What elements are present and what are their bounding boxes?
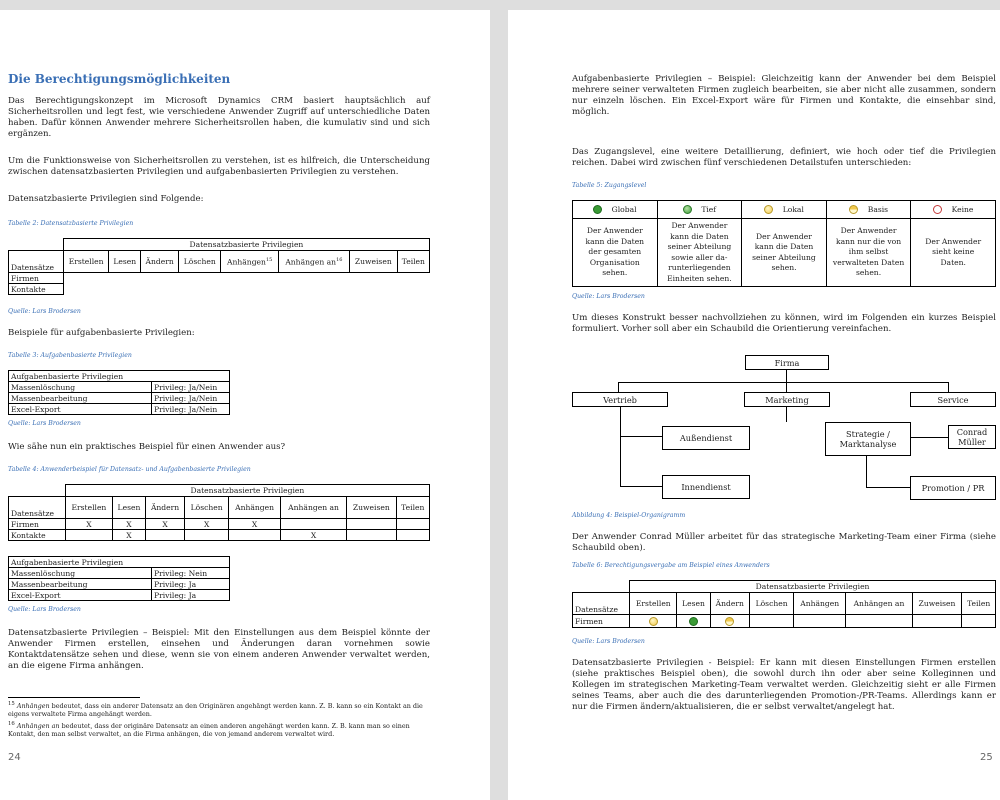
table3-row-val: Privileg: Ja/Nein	[152, 404, 230, 415]
org-promotion: Promotion / PR	[910, 476, 996, 500]
table5-caption: Tabelle 5: Zugangslevel	[572, 182, 647, 189]
table-task-privileges	[8, 370, 230, 415]
table4-cell	[396, 530, 429, 541]
table5-row-name: Massenlöschung	[9, 568, 152, 579]
table5-source: Quelle: Lars Brodersen	[572, 293, 645, 300]
table2-col: Zuweisen	[349, 251, 397, 273]
none-level-icon	[933, 205, 942, 214]
table4-col: Anhängen an	[281, 497, 347, 519]
table6-col: Löschen	[750, 593, 794, 615]
paragraph-task-example: Aufgabenbasierte Privilegien – Beispiel: Gleichzeitig kann der Anwender bei dem Beispiel mehrere seiner verwalteten Firmen zugleich bearbeiten, sie aber nicht alle zusammen, sondern nur einzeln löschen. Ein Excel-Export wäre für Firmen und Kontakte, die einsehbar sind, möglich.	[572, 74, 996, 117]
paragraph-conrad: Der Anwender Conrad Müller arbeitet für das strategische Marketing-Team einer Firma (siehe Schaubild oben).	[572, 532, 996, 553]
table6-source: Quelle: Lars Brodersen	[572, 638, 645, 645]
paragraph-intro: Das Berechtigungskonzept im Microsoft Dynamics CRM basiert hauptsächlich auf Sicherheitsrollen und legt fest, wie verschiedene Anwender Zugriff auf unterschiedliche Daten haben. Dafür können Anwender mehrere Sicherheitsrollen haben, die kumulativ sind und sich ergänzen.	[8, 96, 430, 139]
table3-row-name: Massenlöschung	[9, 382, 152, 393]
table2-col: Lesen	[109, 251, 141, 273]
table4-caption: Tabelle 4: Anwenderbeispiel für Datensatz- und Aufgabenbasierte Privilegien	[8, 466, 251, 473]
table6-col: Ändern	[710, 593, 750, 615]
level-header: Lokal	[742, 201, 827, 219]
level-header: Global	[573, 201, 658, 219]
page-number: 24	[8, 752, 21, 763]
paragraph-task-examples: Beispiele für aufgabenbasierte Privilegien:	[8, 328, 195, 338]
table4-cell: X	[65, 519, 112, 530]
table4-cell	[185, 530, 229, 541]
level-header: Tief	[657, 201, 742, 219]
table3-header: Aufgabenbasierte Privilegien	[9, 371, 230, 382]
footnote-rule	[8, 697, 140, 698]
table4-row-name: Firmen	[9, 519, 66, 530]
table2-col: Anhängen $an^{16}$	[278, 251, 349, 273]
table6-caption: Tabelle 6: Berechtigungsvergabe am Beispiel eines Anwenders	[572, 562, 770, 569]
table4-source: Quelle: Lars Brodersen	[8, 606, 81, 613]
table6-col: Zuweisen	[912, 593, 962, 615]
level-header: Basis	[826, 201, 911, 219]
table-access-levels	[572, 200, 996, 287]
table4-col: Ändern	[145, 497, 184, 519]
table4-col: Zuweisen	[347, 497, 397, 519]
org-aussendienst: Außendienst	[662, 426, 750, 450]
table4-row-name: Kontakte	[9, 530, 66, 541]
org-firma: Firma	[745, 355, 829, 370]
level-description: Der Anwender kann nur die von ihm selbst verwalteten Daten sehen.	[826, 219, 911, 287]
table3-row-val: Privileg: Ja/Nein	[152, 382, 230, 393]
table2-col: Löschen	[179, 251, 221, 273]
page-left	[0, 10, 490, 800]
org-innendienst: Innendienst	[662, 475, 750, 499]
table6-col: Anhängen an	[846, 593, 912, 615]
page-right	[508, 10, 1000, 800]
table4-col: Anhängen	[229, 497, 281, 519]
table2-caption: Tabelle 2: Datensatzbasierte Privilegien	[8, 220, 134, 227]
table6-col: Erstellen	[630, 593, 677, 615]
table2-col: Ändern	[141, 251, 179, 273]
table5-row-name: Massenbearbeitung	[9, 579, 152, 590]
global-level-icon	[689, 617, 698, 626]
table4-cell: X	[185, 519, 229, 530]
table2-group-header: Datensatzbasierte Privilegien	[63, 239, 429, 251]
paragraph-access-level: Das Zugangslevel, eine weitere Detaillierung, definiert, wie hoch oder tief die Privilegien reichen. Dabei wird zwischen fünf verschiedenen Detailstufen unterschieden:	[572, 147, 996, 168]
local-level-icon	[649, 617, 658, 626]
table4-cell: X	[112, 519, 145, 530]
level-header: Keine	[911, 201, 996, 219]
table-user-task-privileges	[8, 556, 230, 601]
paragraph-construct: Um dieses Konstrukt besser nachvollziehen zu können, wird im Folgenden ein kurzes Beispiel formuliert. Vorher soll aber ein Schaubild die Orientierung vereinfachen.	[572, 313, 996, 334]
org-strategie: Strategie / Marktanalyse	[825, 422, 911, 456]
org-service: Service	[910, 392, 996, 407]
deep-level-icon	[683, 205, 692, 214]
table6-row-name: Firmen	[573, 615, 630, 628]
table4-col: Löschen	[185, 497, 229, 519]
table2-col: Erstellen	[63, 251, 109, 273]
level-description: Der Anwender kann die Daten seiner Abteilung sowie aller da-runterliegenden Einheiten sehen.	[657, 219, 742, 287]
table4-cell	[65, 530, 112, 541]
table4-cell	[145, 530, 184, 541]
level-description: Der Anwender sieht keine Daten.	[911, 219, 996, 287]
footnote-15: $^{15}$ Anhängen bedeutet, dass ein anderer Datensatz an den Originären angehängt werden kann. Z. B. kann so ein Kontakt an die eigens verwaltete Firma angehängt werden.	[8, 701, 423, 719]
table3-source: Quelle: Lars Brodersen	[8, 420, 81, 427]
table3-caption: Tabelle 3: Aufgabenbasierte Privilegien	[8, 352, 132, 359]
table-conrad-privileges	[572, 580, 996, 628]
table2-col: Anhängen$^{15}$	[221, 251, 278, 273]
table4-cell	[347, 530, 397, 541]
table4-cell	[396, 519, 429, 530]
table5-row-val: Privileg: Nein	[152, 568, 230, 579]
level-description: Der Anwender kann die Daten der gesamten Organisation sehen.	[573, 219, 658, 287]
table-record-privileges	[8, 238, 430, 295]
table4-cell: X	[229, 519, 281, 530]
local-level-icon	[764, 205, 773, 214]
table4-col: Lesen	[112, 497, 145, 519]
table6-group-header: Datensatzbasierte Privilegien	[630, 581, 996, 593]
table4-cell: X	[112, 530, 145, 541]
table3-row-name: Excel-Export	[9, 404, 152, 415]
table4-cell	[229, 530, 281, 541]
org-marketing: Marketing	[744, 392, 830, 407]
global-level-icon	[593, 205, 602, 214]
footnote-16: $^{16}$ Anhängen an bedeutet, dass der originäre Datensatz an einen anderen angehängt werden kann. Z. B. kann man so einen Kontakt, den man selbst verwaltet, an die Firma anhängen, die von jemand anderem verwaltet wird.	[8, 721, 410, 739]
table3-row-name: Massenbearbeitung	[9, 393, 152, 404]
table6-col: Anhängen	[794, 593, 846, 615]
table2-row: Firmen	[9, 273, 64, 284]
table4-cell	[347, 519, 397, 530]
level-description: Der Anwender kann die Daten seiner Abteilung sehen.	[742, 219, 827, 287]
table4-cell: X	[145, 519, 184, 530]
table2-col: Teilen	[397, 251, 429, 273]
org-vertrieb: Vertrieb	[572, 392, 668, 407]
table4-cell	[281, 519, 347, 530]
basic-level-icon	[849, 205, 858, 214]
table6-col: Teilen	[962, 593, 996, 615]
table6-col: Lesen	[677, 593, 710, 615]
table2-rowhead: Datensätze	[9, 251, 64, 273]
table5-header: Aufgabenbasierte Privilegien	[9, 557, 230, 568]
paragraph-roles: Um die Funktionsweise von Sicherheitsrollen zu verstehen, ist es hilfreich, die Unterscheidung zwischen datensatzbasierten Privilegien und aufgabenbasierten Privilegien zu verstehen.	[8, 156, 430, 177]
table5-row-val: Privileg: Ja	[152, 579, 230, 590]
table3-row-val: Privileg: Ja/Nein	[152, 393, 230, 404]
org-conrad: Conrad Müller	[948, 425, 996, 449]
paragraph-record-privileges: Datensatzbasierte Privilegien sind Folgende:	[8, 194, 204, 204]
table4-rowhead: Datensätze	[9, 497, 66, 519]
paragraph-conrad-example: Datensatzbasierte Privilegien - Beispiel: Er kann mit diesen Einstellungen Firmen erstellen (siehe praktisches Beispiel oben), die sowohl durch ihn oder aber seine Kolleginnen und Kollegen im strategischen Marketing-Team verwaltet werden. Gleichzeitig sieht er alle Firmen seines Teams, aber auch die des darunterliegenden Promotion-/PR-Teams. Allerdings kann er nur die Firmen ändern/aktualisieren, die er selbst verwaltet/angelegt hat.	[572, 658, 996, 712]
section-heading: Die Berechtigungsmöglichkeiten	[8, 72, 231, 86]
table4-group-header: Datensatzbasierte Privilegien	[65, 485, 429, 497]
paragraph-example-question: Wie sähe nun ein praktisches Beispiel für einen Anwender aus?	[8, 442, 286, 452]
table2-source: Quelle: Lars Brodersen	[8, 308, 81, 315]
page-number: 25	[980, 752, 993, 763]
table4-col: Erstellen	[65, 497, 112, 519]
paragraph-record-example: Datensatzbasierte Privilegien – Beispiel: Mit den Einstellungen aus dem Beispiel könnte der Anwender Firmen erstellen, einsehen und Änderungen daran vornehmen sowie Kontaktdatensätze sehen und diese, wenn sie von einem anderen Anwender verwaltet werden, an die eigene Firma anhängen.	[8, 628, 430, 671]
figure-caption: Abbildung 4: Beispiel-Organigramm	[572, 512, 686, 519]
table6-rowhead: Datensätze	[573, 593, 630, 615]
table5-row-name: Excel-Export	[9, 590, 152, 601]
table4-col: Teilen	[396, 497, 429, 519]
basic-level-icon	[725, 617, 734, 626]
table2-row: Kontakte	[9, 284, 64, 295]
table4-cell: X	[281, 530, 347, 541]
table-user-example	[8, 484, 430, 541]
table5-row-val: Privileg: Ja	[152, 590, 230, 601]
